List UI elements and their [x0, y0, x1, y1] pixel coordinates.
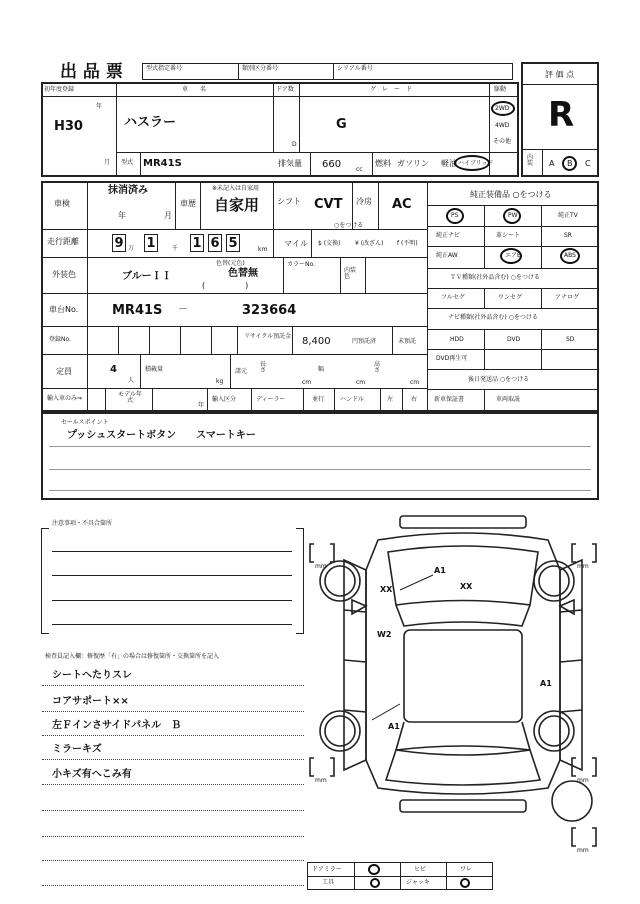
import-year-unit: 年 — [198, 402, 205, 409]
inspection-label: 車検 — [54, 199, 70, 208]
length-cm: cm — [302, 379, 312, 386]
tv-type-title: ＴＶ種類(社外品含む) ○をつける — [450, 274, 540, 281]
crack-label: ヒビ — [414, 866, 427, 873]
equip-aw: 純正AW — [436, 252, 458, 259]
month-unit: 月 — [104, 159, 111, 166]
category-no-label: 類別区分番号 — [242, 65, 279, 72]
drive-2wd: 2WD — [495, 105, 510, 112]
doors-label: ドア数 — [276, 86, 294, 93]
door-mirror-label: ドアミラー — [312, 866, 342, 873]
equip-sr: SR — [564, 232, 572, 239]
length-label: 長さ — [260, 361, 267, 374]
accessory-table — [307, 862, 493, 890]
recolor-value: 色替無 — [228, 268, 258, 279]
equip-ps: PS — [451, 212, 459, 219]
inspector-label: 検査員記入欄：修復歴「有」の場合は修復箇所・交換箇所を記入 — [45, 653, 220, 660]
displacement-label: 排気量 — [278, 159, 302, 168]
recolor-paren: ( ) — [202, 281, 249, 290]
handle-left: 左 — [387, 396, 394, 403]
mileage-digit: 1 — [144, 234, 158, 252]
grade-label: グ レ ー ド — [370, 86, 413, 93]
mileage-label: 走行距離 — [47, 237, 79, 246]
later-manual: 車両取説 — [496, 396, 521, 403]
model-value: MR41S — [143, 158, 182, 169]
color-no-label: カラーNo. — [287, 261, 315, 268]
jack-circle — [460, 878, 470, 888]
damage-mark: XX — [460, 582, 473, 591]
equip-leather: 革シート — [496, 232, 521, 239]
first-reg-label: 初年度登録 — [44, 86, 75, 93]
handle-label: ハンドル — [340, 396, 365, 403]
fuel-label: 燃料 — [375, 159, 391, 168]
width-cm: cm — [356, 379, 366, 386]
notes-label: 注意事項・不具合箇所 — [52, 520, 113, 527]
sen-unit: 千 — [172, 245, 179, 252]
inspector-note: コアサポート×× — [52, 696, 129, 707]
kg-unit: kg — [216, 378, 224, 385]
damage-mark: A1 — [540, 679, 552, 688]
navi-sd: SD — [566, 336, 575, 343]
chassis-number: 323664 — [242, 303, 297, 318]
navi-type-title: ナビ種類(社外品含む) ○をつける — [448, 314, 538, 321]
unknown-option: f (不明) — [397, 240, 418, 247]
inspector-note: 左Ｆインさサイドパネル Ｂ — [52, 720, 182, 731]
cc-unit: cc — [356, 166, 363, 173]
person-unit: 人 — [128, 377, 135, 384]
height-cm: cm — [410, 379, 420, 386]
drive-label: 駆動 — [494, 86, 507, 93]
history-note: ※未記入は自家用 — [212, 185, 260, 192]
inspector-note: ミラーキズ — [52, 744, 102, 755]
tyre-mm: mm — [315, 563, 327, 570]
mileage-digit: 9 — [112, 234, 126, 252]
jack-label: ジャッキ — [406, 879, 430, 886]
load-label: 積載量 — [145, 366, 164, 373]
sales-points-label: セールスポイント — [61, 419, 109, 426]
inspection-year: 年 — [118, 211, 126, 220]
aircon-label: 冷房 — [356, 197, 372, 206]
inspection-month: 月 — [164, 211, 172, 220]
tamper-option: ¥ (改ざん) — [355, 240, 384, 247]
dims-label: 諸元 — [235, 368, 248, 375]
color-label: 外装色 — [52, 270, 76, 279]
damage-mark: XX — [380, 585, 393, 594]
import-parallel: 並行 — [312, 396, 325, 403]
history-value: 自家用 — [214, 196, 260, 214]
evaluation-label: 評 価 点 — [545, 70, 575, 79]
damage-mark: A1 — [388, 722, 400, 731]
tyre-mm: mm — [577, 777, 589, 784]
tyre-mm: mm — [577, 847, 589, 854]
model-label: 型式 — [121, 159, 134, 166]
year-unit: 年 — [96, 103, 103, 110]
damage-mark: W2 — [377, 630, 392, 639]
inspector-note: 小キズ有へこみ有 — [52, 769, 132, 780]
import-class-label: 輸入区分 — [212, 396, 237, 403]
equip-airbag: エアB — [505, 252, 522, 259]
doors-value: D — [292, 141, 297, 148]
chassis-dash: － — [178, 304, 188, 315]
interior-color-label: 内装色 — [344, 267, 357, 280]
tools-label: 工具 — [322, 879, 335, 886]
later-title: 後日発送品 ○をつける — [468, 376, 530, 383]
mileage-digit: 6 — [208, 234, 222, 252]
swap-option: $ (交換) — [318, 240, 341, 247]
width-label: 幅 — [318, 366, 325, 373]
fuel-gasoline: ガソリン — [397, 159, 429, 168]
navi-hdd: HDD — [450, 336, 464, 343]
import-dealer: ディーラー — [256, 396, 286, 403]
first-reg-value: H30 — [54, 119, 83, 134]
dvd-playback: DVD再生可 — [436, 355, 468, 362]
chassis-model: MR41S — [112, 303, 163, 318]
km-unit: km — [258, 246, 268, 253]
inspector-note: シートへたりスレ — [52, 670, 132, 681]
mileage-digit: 5 — [226, 234, 240, 252]
interior-grade-c: C — [585, 159, 591, 168]
fuel-diesel: 軽油 — [441, 159, 457, 168]
form-title: 出 品 票 — [60, 62, 123, 82]
mile-label: マイル — [284, 239, 308, 248]
drive-4wd: 4WD — [495, 122, 510, 129]
interior-grade-a: A — [549, 159, 555, 168]
mileage-digit: 1 — [190, 234, 204, 252]
equip-pw: PW — [508, 212, 518, 219]
tv-analog: アナログ — [555, 294, 580, 301]
height-label: 高さ — [374, 361, 381, 374]
recycle-value: 8,400 — [302, 336, 331, 347]
car-name-value: ハスラー — [124, 115, 177, 130]
serial-no-label: シリアル番号 — [337, 65, 373, 72]
recycle-label: リサイクル預託金 — [244, 333, 292, 340]
import-label: 輸入車のみ⇒ — [47, 395, 83, 402]
drive-other: その他 — [493, 138, 512, 145]
equipment-title: 純正装備品 ○をつける — [470, 190, 552, 199]
equip-tv: 純正TV — [558, 212, 578, 219]
interior-label: 内装 — [527, 154, 534, 167]
inspection-value: 抹消済み — [108, 185, 148, 196]
recolor-label: 色替(元色) — [216, 260, 245, 267]
tv-fullseg: フルセグ — [441, 294, 465, 301]
recycle-unpaid: 未預託 — [398, 338, 417, 345]
navi-dvd: DVD — [507, 336, 521, 343]
recycle-paid: 円預託済 — [352, 338, 377, 345]
man-unit: 万 — [128, 245, 135, 252]
equip-abs: ABS — [564, 252, 576, 259]
evaluation-score: R — [548, 95, 575, 135]
break-label: ワレ — [460, 866, 473, 873]
chassis-label: 車台No. — [49, 305, 79, 314]
tv-oneseg: ワンセグ — [498, 294, 523, 301]
aircon-value: AC — [392, 197, 412, 212]
capacity-value: 4 — [110, 364, 117, 375]
damage-mark: A1 — [434, 566, 446, 575]
color-value: ブルーＩＩ — [122, 271, 172, 282]
reg-no-label: 登録No. — [49, 336, 71, 343]
grade-value: G — [336, 117, 347, 132]
shift-label: シフト — [277, 197, 301, 206]
displacement-value: 660 — [322, 159, 342, 170]
tyre-mm: mm — [577, 563, 589, 570]
handle-right: 右 — [411, 396, 418, 403]
door-mirror-circle — [368, 864, 380, 875]
shift-value: CVT — [314, 197, 343, 212]
tools-circle — [370, 878, 380, 888]
history-label: 車歴 — [180, 199, 196, 208]
sales-points-text: プッシュスタートボタン スマートキー — [67, 430, 256, 441]
equip-navi: 純正ナビ — [436, 232, 461, 239]
interior-grade-b: B — [567, 159, 573, 168]
fuel-hybrid: ハイブリッド — [458, 160, 494, 167]
circle-hint: ○をつける — [334, 222, 364, 229]
capacity-label: 定員 — [56, 367, 72, 376]
tyre-mm: mm — [315, 777, 327, 784]
model-cert-no-label: 型式指定番号 — [146, 65, 183, 72]
car-name-label: 車 名 — [182, 86, 207, 93]
model-year-label: モデル年式 — [118, 391, 142, 404]
later-warranty: 新車保証書 — [434, 396, 465, 403]
